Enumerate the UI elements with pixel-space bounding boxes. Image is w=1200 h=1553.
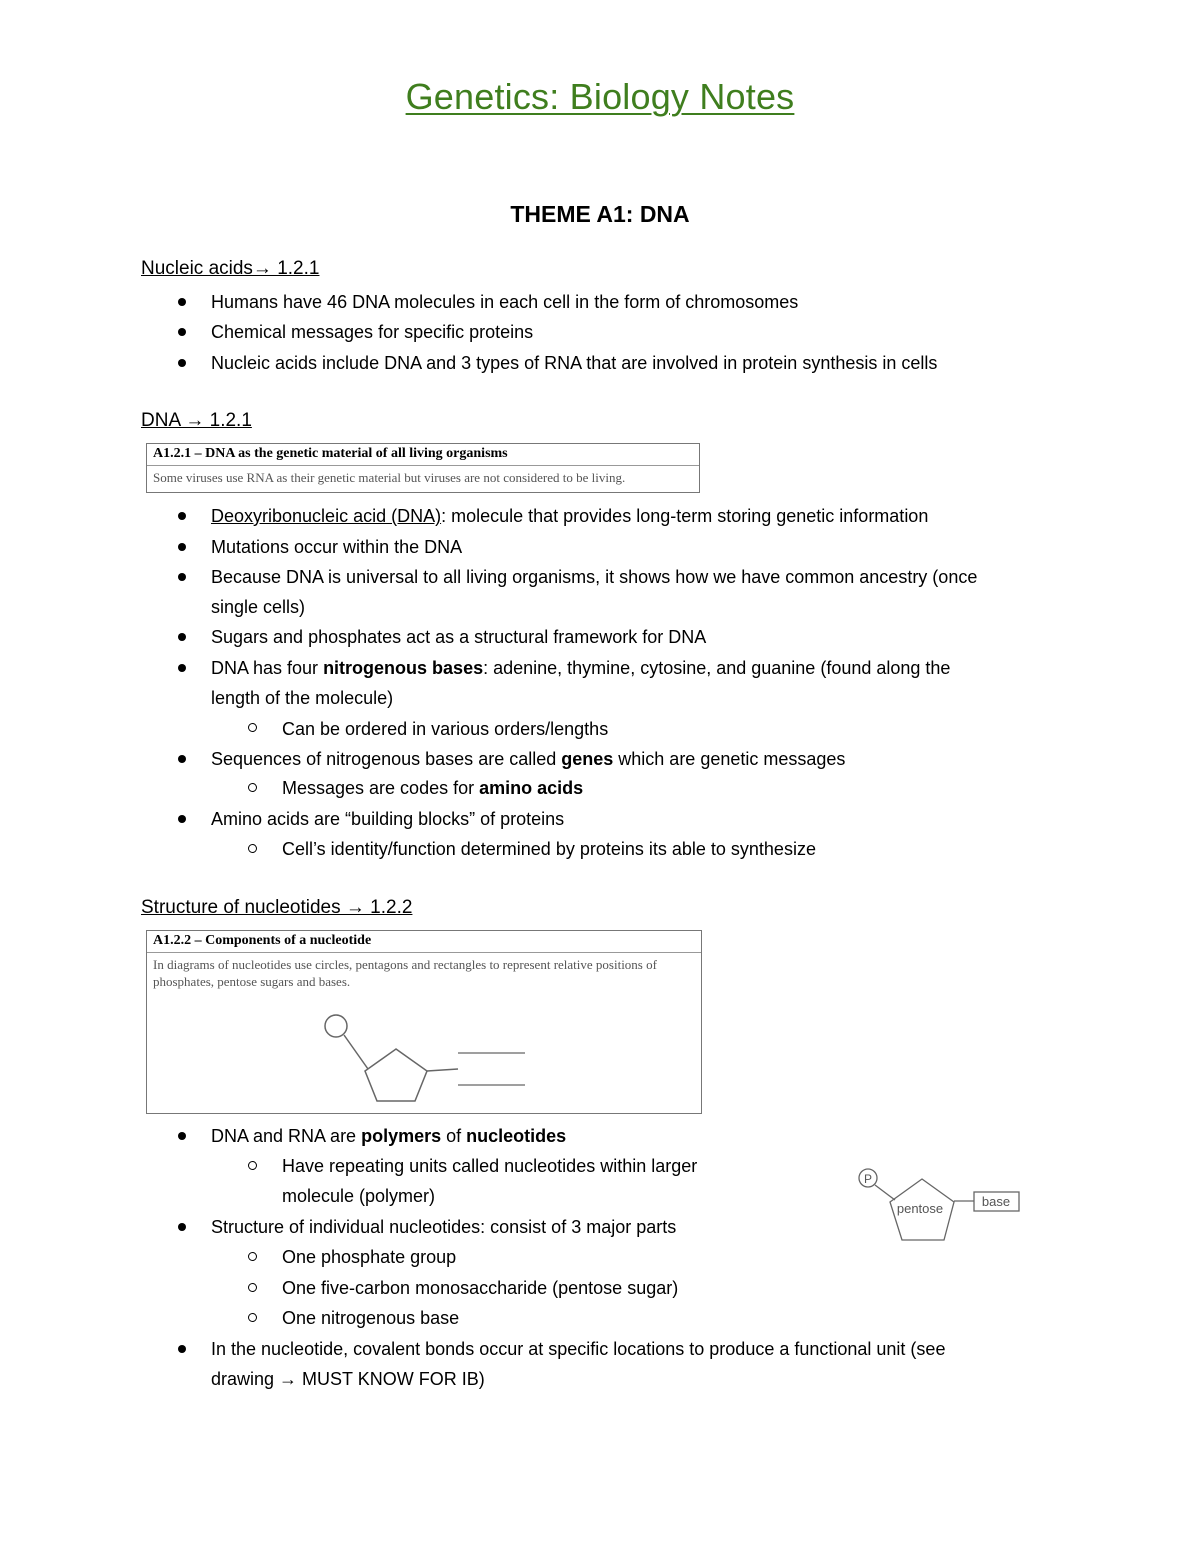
theme-heading: THEME A1: DNA [510, 201, 690, 227]
definition: : molecule that provides long-term storing genetic information [441, 506, 929, 526]
list-item-continuation: drawing → MUST KNOW FOR IB) [211, 1369, 485, 1389]
bullet-icon [178, 755, 186, 763]
list-item: Mutations occur within the DNA [211, 537, 463, 557]
sub-list-item-continuation: molecule (polymer) [282, 1186, 436, 1206]
list-item: Because DNA is universal to all living organisms, it shows how we have common ancestry (once [211, 567, 978, 587]
sub-bullet-icon [248, 723, 257, 732]
bullet-icon [178, 328, 186, 336]
nucleotide-outline-diagram [147, 931, 701, 1113]
section-heading-structure-of-nucleotides: Structure of nucleotides → 1.2.2 [141, 897, 413, 918]
bold-term: polymers [361, 1126, 442, 1146]
bullet-icon [178, 512, 186, 520]
nucleotide-labeled-diagram [850, 1160, 1030, 1250]
list-item: In the nucleotide, covalent bonds occur at specific locations to produce a functional unit (see [211, 1339, 946, 1359]
list-item: Sugars and phosphates act as a structural framework for DNA [211, 627, 707, 647]
bullet-icon [178, 543, 186, 551]
list-item [211, 501, 928, 531]
bullet-icon [178, 298, 186, 306]
phosphate-circle [325, 1015, 347, 1037]
text: : adenine, thymine, cytosine, and guanine (found along the [483, 658, 951, 678]
sub-list-item: One five-carbon monosaccharide (pentose sugar) [282, 1278, 679, 1298]
sub-bullet-icon [248, 783, 257, 792]
reference-body: Some viruses use RNA as their genetic material but viruses are not considered to be living. [153, 470, 626, 485]
sub-list-item: Cell’s identity/function determined by proteins its able to synthesize [282, 839, 816, 859]
text: which are genetic messages [613, 749, 846, 769]
syllabus-reference-box [146, 443, 700, 493]
bond-line [427, 1069, 458, 1071]
list-item-continuation: single cells) [211, 597, 306, 617]
bullet-icon [178, 664, 186, 672]
text: of [441, 1126, 467, 1146]
list-item [211, 744, 845, 774]
bond-line [875, 1185, 895, 1200]
reference-header: A1.2.2 – Components of a nucleotide [147, 931, 701, 953]
phosphate-label: P [863, 1172, 873, 1186]
text: DNA and RNA are [211, 1126, 362, 1146]
list-item [211, 1121, 566, 1151]
sub-bullet-icon [248, 1161, 257, 1170]
sub-list-item: One phosphate group [282, 1247, 457, 1267]
text: Sequences of nitrogenous bases are called [211, 749, 562, 769]
sub-bullet-icon [248, 1283, 257, 1292]
bold-term: nucleotides [466, 1126, 567, 1146]
bullet-icon [178, 1223, 186, 1231]
section-heading-nucleic-acids: Nucleic acids→ 1.2.1 [141, 258, 320, 279]
sub-list-item: Have repeating units called nucleotides within larger [282, 1156, 698, 1176]
list-item [211, 653, 950, 683]
sub-bullet-icon [248, 1252, 257, 1261]
document-title: Genetics: Biology Notes [405, 76, 795, 117]
list-item: Humans have 46 DNA molecules in each cell in the form of chromosomes [211, 292, 799, 312]
bullet-icon [178, 1132, 186, 1140]
reference-body: In diagrams of nucleotides use circles, pentagons and rectangles to represent relative positions of phosphates, pentose sugars and bases. [153, 957, 657, 989]
pentose-pentagon [365, 1049, 427, 1101]
base-label: base [981, 1194, 1011, 1209]
bullet-icon [178, 359, 186, 367]
sub-list-item [282, 773, 583, 803]
list-item: Nucleic acids include DNA and 3 types of RNA that are involved in protein synthesis in cells [211, 353, 938, 373]
syllabus-reference-box [146, 930, 702, 1114]
bold-term: genes [561, 749, 614, 769]
reference-header: A1.2.1 – DNA as the genetic material of all living organisms [147, 444, 699, 466]
sub-bullet-icon [248, 844, 257, 853]
bullet-icon [178, 573, 186, 581]
section-heading-dna: DNA → 1.2.1 [141, 410, 252, 431]
sub-bullet-icon [248, 1313, 257, 1322]
list-item: Chemical messages for specific proteins [211, 322, 534, 342]
list-item: Amino acids are “building blocks” of proteins [211, 809, 565, 829]
bond-line [344, 1035, 368, 1069]
text: Messages are codes for [282, 778, 480, 798]
bullet-icon [178, 1345, 186, 1353]
bullet-icon [178, 815, 186, 823]
list-item-continuation: length of the molecule) [211, 688, 394, 708]
bold-term: amino acids [479, 778, 584, 798]
text: DNA has four [211, 658, 324, 678]
sub-list-item: Can be ordered in various orders/lengths [282, 719, 609, 739]
term: Deoxyribonucleic acid (DNA) [211, 506, 442, 526]
sub-list-item: One nitrogenous base [282, 1308, 460, 1328]
bold-term: nitrogenous bases [323, 658, 484, 678]
bullet-icon [178, 633, 186, 641]
list-item: Structure of individual nucleotides: consist of 3 major parts [211, 1217, 677, 1237]
pentose-label: pentose [896, 1201, 944, 1216]
